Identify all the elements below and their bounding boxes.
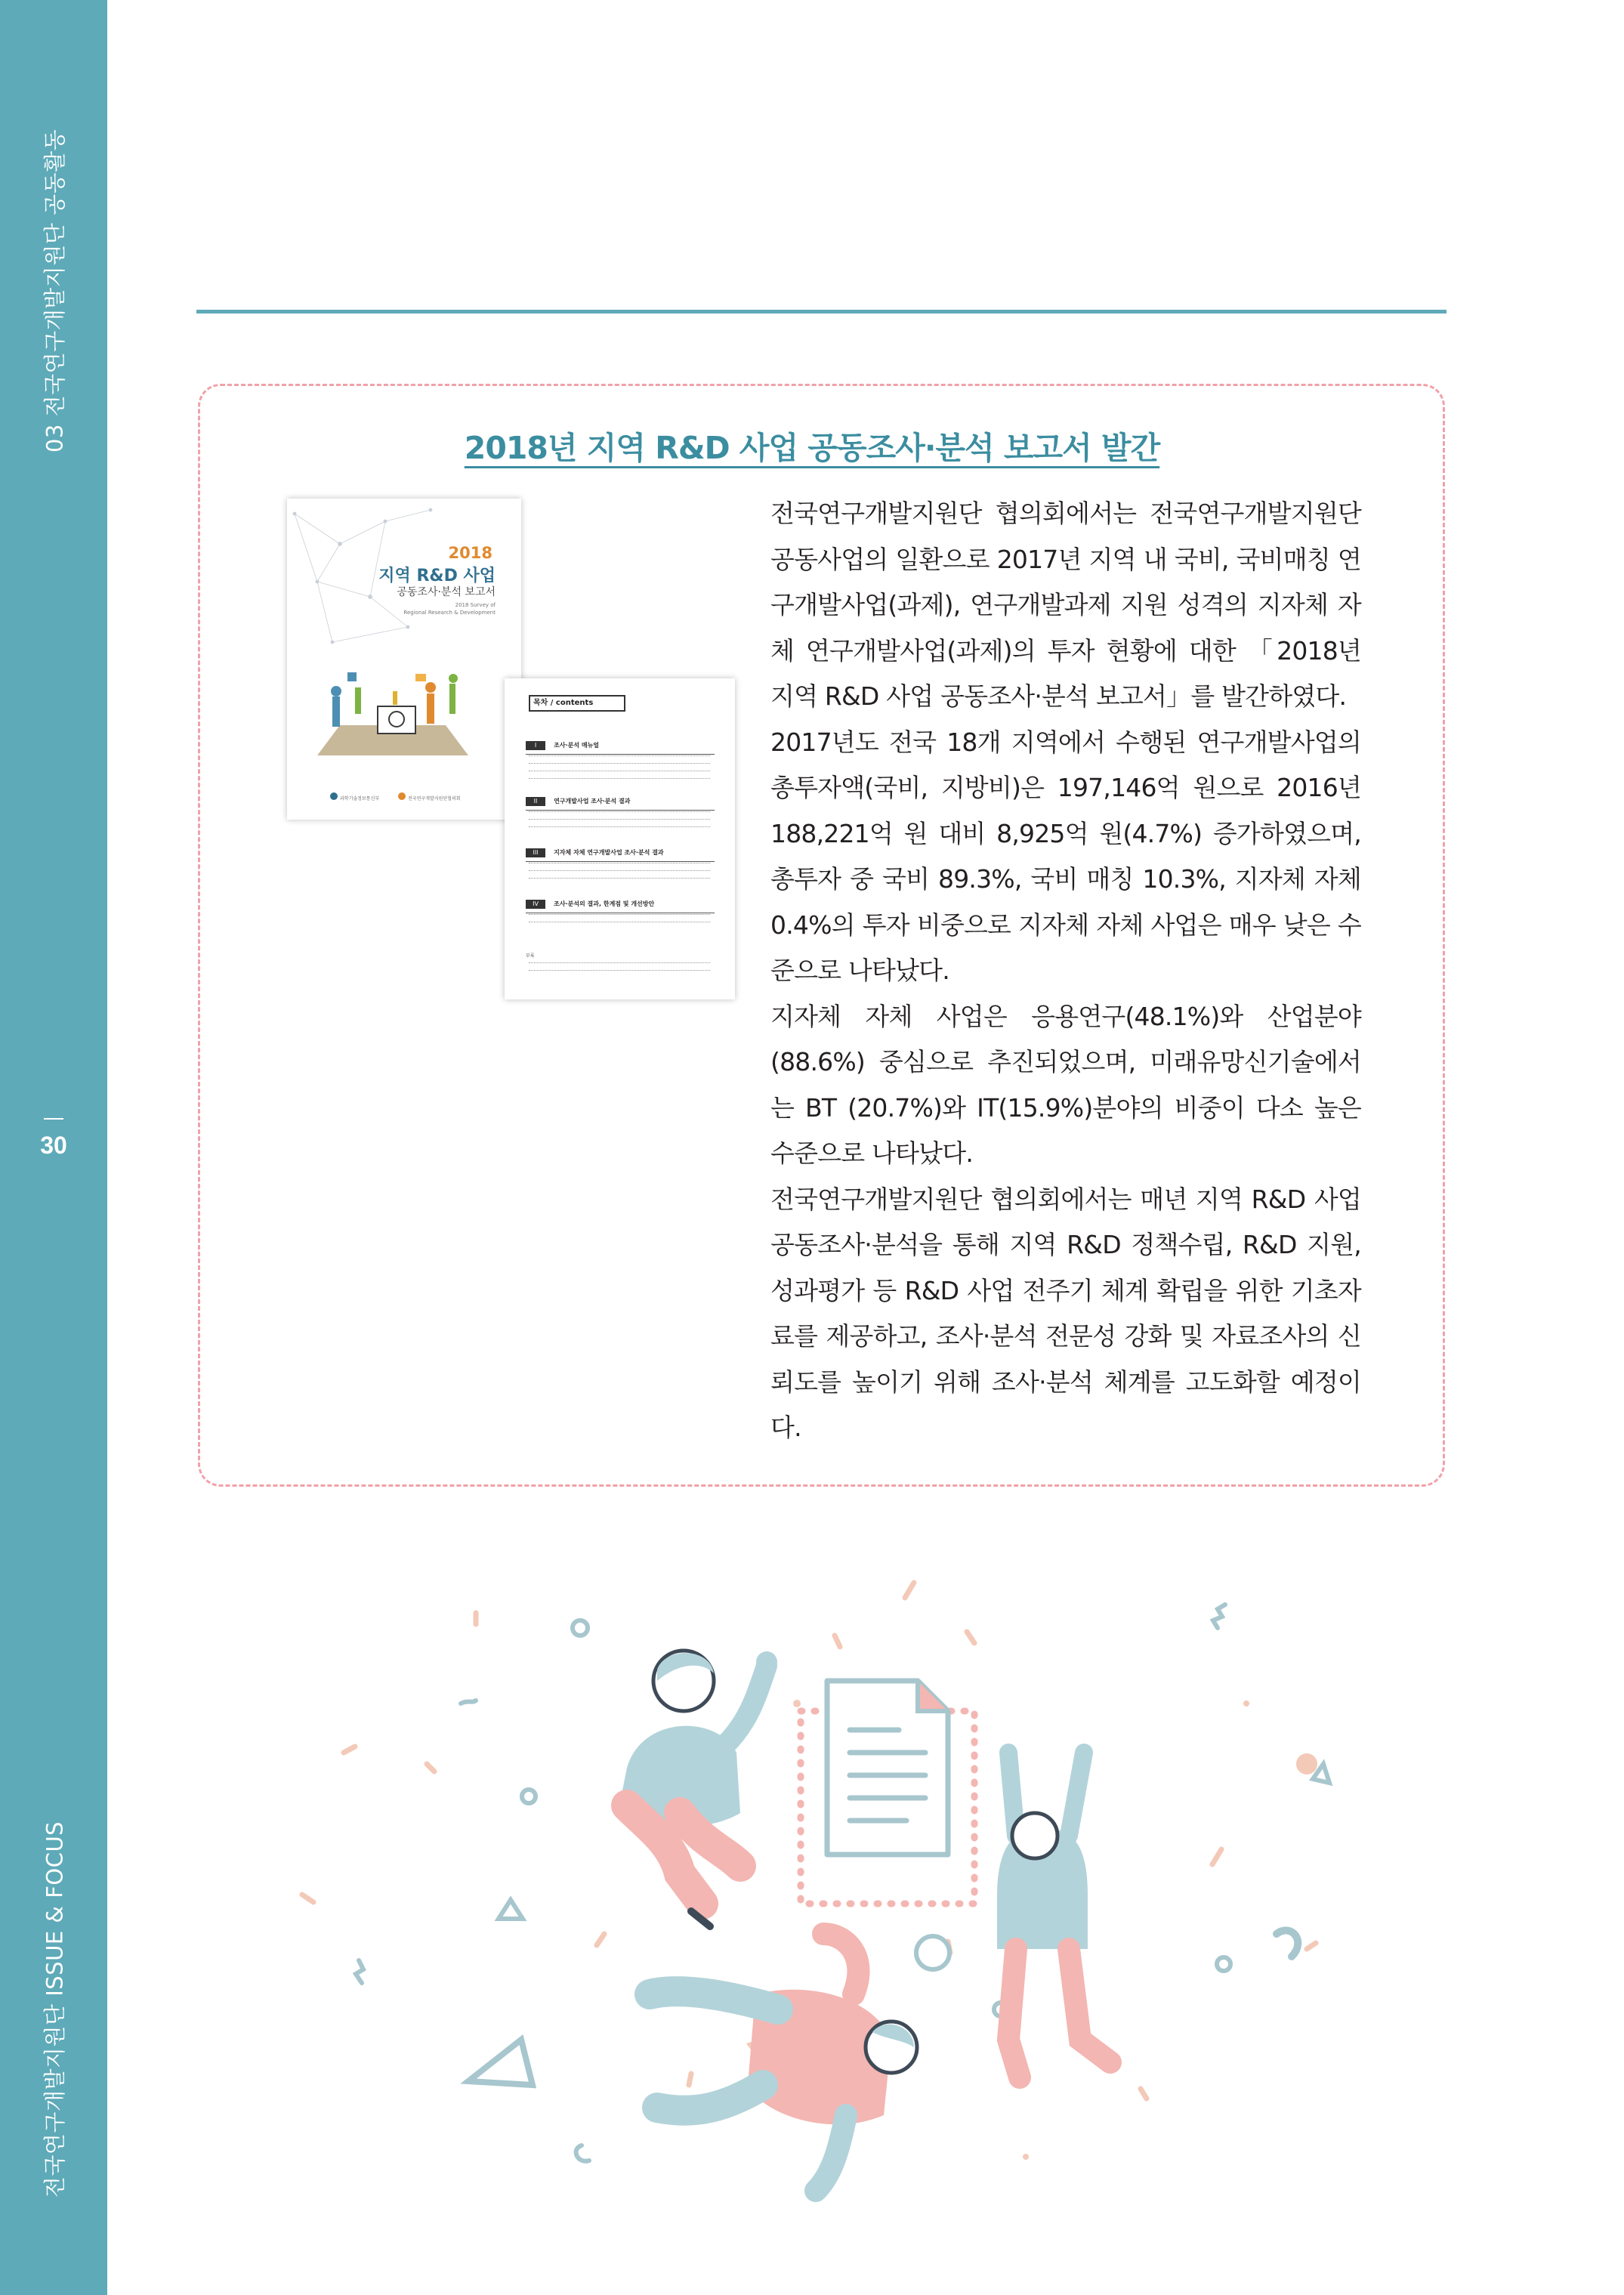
toc-section-label: 조사·분석 매뉴얼	[554, 742, 600, 749]
toc-section-label: 조사·분석의 결과, 한계점 및 개선방안	[554, 900, 655, 907]
toc-appendix: 부록	[526, 953, 535, 959]
section-title: 03 전국연구개발지원단 공동활동	[42, 128, 68, 453]
person-1	[619, 1651, 777, 1926]
cover-title: 지역 R&D 사업	[378, 567, 496, 585]
article-paragraph: 지자체 자체 사업은 응용연구(48.1%)와 산업분야(88.6%) 중심으로 추진되었으며, 미래유망신기술에서는 BT (20.7%)와 IT(15.9%)분야의 비중이 다소 높은 수준으로 나타났다.	[770, 1001, 1361, 1168]
toc-section-label: 지자체 자체 연구개발사업 조사·분석 결과	[554, 849, 664, 856]
article-paragraph: 전국연구개발지원단 협의회에서는 전국연구개발지원단 공동사업의 일환으로 2017년 지역 내 국비, 국비매칭 연구개발사업(과제), 연구개발과제 지원 성격의 지자체 자체 연구개발사업(과제)의 투자 현황에 대한 「2018년 지역 R&D 사업 공동조사·분석 보고서」를 발간하였다.	[770, 499, 1361, 711]
person-2	[997, 1753, 1110, 2077]
person-3	[650, 1934, 917, 2191]
cover-org-2: 전국연구개발지원단협의회	[408, 796, 461, 802]
toc-section-num: IV	[526, 900, 545, 909]
article-paragraph: 전국연구개발지원단 협의회에서는 매년 지역 R&D 사업 공동조사·분석을 통해 지역 R&D 정책수립, R&D 지원, 성과평가 등 R&D 사업 전주기 체계 확립을 위한 기초자료를 제공하고, 조사·분석 전문성 강화 및 자료조사의 신뢰도를 높이기 위해 조사·분석 체계를 고도화할 예정이다.	[770, 1184, 1361, 1442]
document-icon	[827, 1681, 948, 1855]
cover-year: 2018	[448, 544, 492, 562]
toc-section-num: II	[526, 797, 545, 806]
cover-org-1: 과학기술정보통신부	[340, 796, 380, 802]
toc-section-num: III	[526, 848, 545, 857]
article-title: 2018년 지역 R&D 사업 공동조사·분석 보고서 발간	[464, 430, 1160, 466]
confetti-triangle-blue	[468, 2040, 533, 2085]
cover-english-line1: 2018 Survey of	[455, 602, 496, 608]
toc-heading: 목차 / contents	[529, 695, 625, 712]
toc-section-label: 연구개발사업 조사·분석 결과	[554, 798, 631, 805]
cover-subtitle: 공동조사·분석 보고서	[397, 586, 496, 598]
publication-title: 전국연구개발지원단 ISSUE & FOCUS	[42, 1821, 68, 2198]
toc-section-num: I	[526, 741, 545, 750]
confetti-curl	[1277, 1930, 1298, 1957]
cover-english-line2: Regional Research & Development	[403, 610, 496, 616]
article-paragraph: 2017년도 전국 18개 지역에서 수행된 연구개발사업의 총투자액(국비, 지방비)은 197,146억 원으로 2016년 188,221억 원 대비 8,925억 원(4.7%) 증가하였으며, 총투자 중 국비 89.3%, 국비 매칭 10.3%, 지자체 자체 0.4%의 투자 비중으로 지자체 자체 사업은 매우 낮은 수준으로 나타났다.	[770, 727, 1361, 985]
page-number: 30	[40, 1132, 67, 1159]
confetti-disc	[916, 1936, 949, 1969]
